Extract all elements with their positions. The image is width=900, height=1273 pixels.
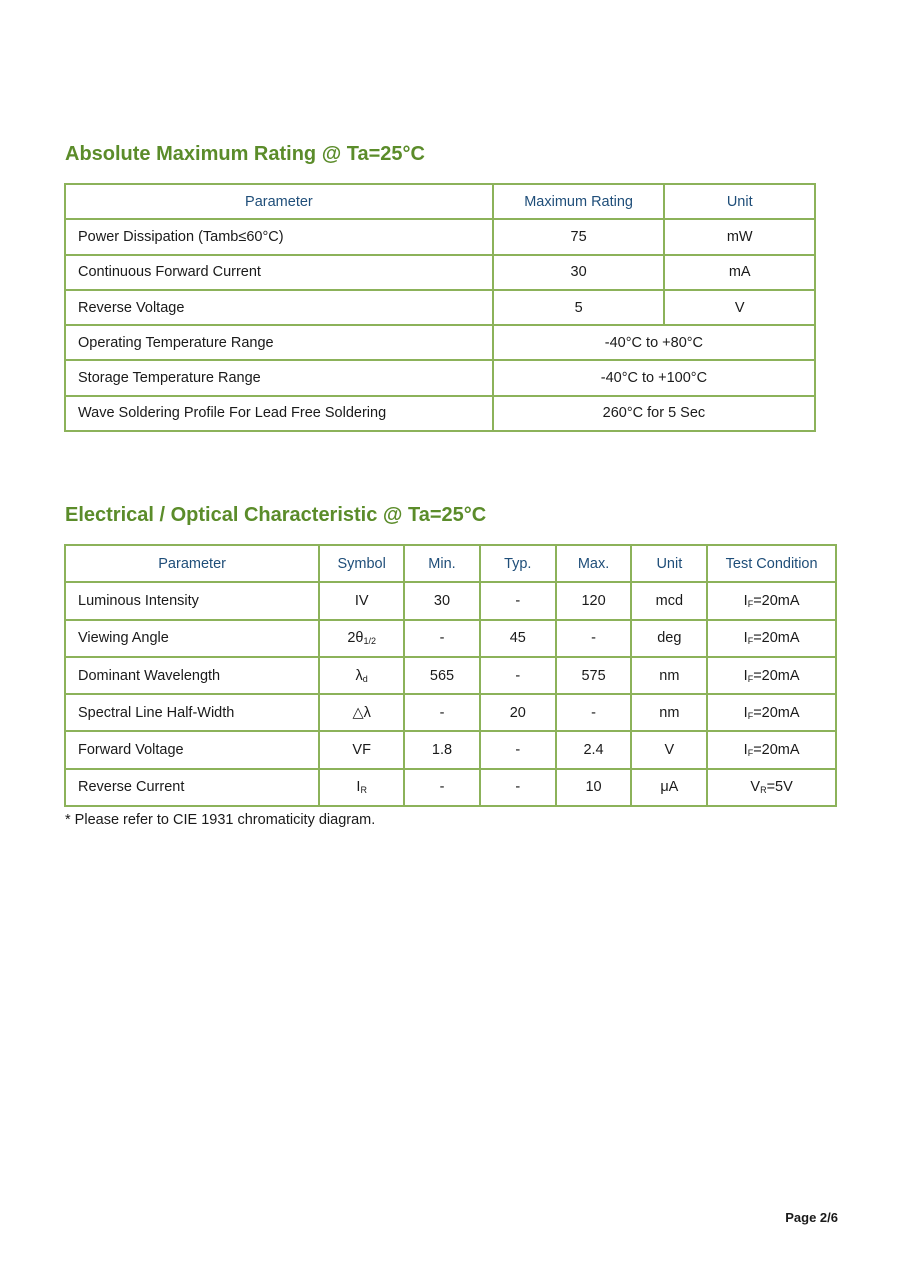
symbol-cell-text: △λ [352,704,371,721]
symbol-cell [319,694,404,731]
parameter-cell: Operating Temperature Range [65,325,493,360]
column-header: Max. [556,545,632,582]
section-title-absolute-maximum: Absolute Maximum Rating @ Ta=25°C [65,143,425,165]
typ-cell: 45 [480,620,556,657]
test-condition-cell-text: V [750,779,761,796]
test-condition-cell-subscript: R [760,785,767,796]
test-condition-cell-value: =20mA [753,630,800,647]
rating-cell: 260°C for 5 Sec [493,396,815,431]
test-condition-cell-text: I [743,592,748,609]
table-row [65,657,836,694]
test-condition-cell-value: =20mA [753,742,800,759]
test-condition-cell [707,731,836,768]
column-header: Parameter [65,545,319,582]
parameter-cell: Reverse Voltage [65,290,493,325]
electrical-optical-table [64,544,837,807]
typ-cell: - [480,657,556,694]
test-condition-cell [707,620,836,657]
parameter-cell: Reverse Current [65,769,319,806]
table-header-row [65,545,836,582]
max-cell: - [556,620,632,657]
table-row [65,694,836,731]
unit-cell: nm [631,694,707,731]
max-cell: - [556,694,632,731]
parameter-cell: Dominant Wavelength [65,657,319,694]
symbol-cell-text: VF [352,742,371,759]
min-cell: 30 [404,582,480,619]
column-header: Parameter [65,184,493,219]
table-row [65,582,836,619]
table-row [65,769,836,806]
table-header-row [65,184,815,219]
max-cell: 10 [556,769,632,806]
test-condition-cell-text: I [743,667,748,684]
test-condition-cell-text: I [743,704,748,721]
footnote: * Please refer to CIE 1931 chromaticity diagram. [65,812,376,828]
column-header: Test Condition [707,545,836,582]
table-row [65,325,815,360]
test-condition-cell-subscript: F [747,598,754,609]
table-row [65,620,836,657]
min-cell: 565 [404,657,480,694]
column-header: Maximum Rating [493,184,665,219]
parameter-cell: Power Dissipation (Tamb≤60°C) [65,219,493,254]
unit-cell: deg [631,620,707,657]
unit-cell: V [664,290,815,325]
test-condition-cell-subscript: F [747,636,754,647]
table-row [65,396,815,431]
max-cell: 575 [556,657,632,694]
min-cell: - [404,694,480,731]
symbol-cell [319,582,404,619]
column-header: Symbol [319,545,404,582]
symbol-cell [319,620,404,657]
column-header: Min. [404,545,480,582]
unit-cell: V [631,731,707,768]
test-condition-cell-text: I [743,742,748,759]
unit-cell: μA [631,769,707,806]
rating-cell: 75 [493,219,665,254]
test-condition-cell-subscript: F [747,673,754,684]
test-condition-cell [707,694,836,731]
rating-cell: 30 [493,255,665,290]
typ-cell: - [480,769,556,806]
symbol-cell-text: I [356,779,361,796]
parameter-cell: Luminous Intensity [65,582,319,619]
column-header: Unit [664,184,815,219]
parameter-cell: Storage Temperature Range [65,360,493,395]
table-row [65,731,836,768]
table-row [65,360,815,395]
symbol-cell [319,731,404,768]
section-title-electrical-optical: Electrical / Optical Characteristic @ Ta=25°C [65,504,487,526]
parameter-cell: Wave Soldering Profile For Lead Free Soldering [65,396,493,431]
parameter-cell: Spectral Line Half-Width [65,694,319,731]
symbol-cell-subscript: d [362,673,368,684]
unit-cell: nm [631,657,707,694]
symbol-cell-text: λ [355,667,363,684]
test-condition-cell [707,582,836,619]
rating-cell: -40°C to +100°C [493,360,815,395]
rating-cell: 5 [493,290,665,325]
symbol-cell-text: 2θ [347,630,364,647]
typ-cell: - [480,731,556,768]
absolute-maximum-rating-table [64,183,816,432]
unit-cell: mA [664,255,815,290]
test-condition-cell [707,769,836,806]
unit-cell: mW [664,219,815,254]
parameter-cell: Viewing Angle [65,620,319,657]
test-condition-cell-value: =20mA [753,592,800,609]
unit-cell: mcd [631,582,707,619]
table-row [65,255,815,290]
parameter-cell: Continuous Forward Current [65,255,493,290]
test-condition-cell-value: =5V [766,779,793,796]
test-condition-cell-value: =20mA [753,667,800,684]
test-condition-cell-subscript: F [747,710,754,721]
max-cell: 2.4 [556,731,632,768]
max-cell: 120 [556,582,632,619]
page-number: Page 2/6 [785,1210,838,1225]
table-row [65,219,815,254]
typ-cell: 20 [480,694,556,731]
symbol-cell [319,657,404,694]
test-condition-cell-text: I [743,630,748,647]
test-condition-cell [707,657,836,694]
test-condition-cell-value: =20mA [753,704,800,721]
column-header: Unit [631,545,707,582]
min-cell: 1.8 [404,731,480,768]
parameter-cell: Forward Voltage [65,731,319,768]
table-row [65,290,815,325]
typ-cell: - [480,582,556,619]
symbol-cell-text: IV [354,592,369,609]
rating-cell: -40°C to +80°C [493,325,815,360]
symbol-cell [319,769,404,806]
min-cell: - [404,769,480,806]
test-condition-cell-subscript: F [747,748,754,759]
min-cell: - [404,620,480,657]
symbol-cell-subscript: R [360,785,367,796]
symbol-cell-subscript: 1/2 [363,636,376,647]
column-header: Typ. [480,545,556,582]
